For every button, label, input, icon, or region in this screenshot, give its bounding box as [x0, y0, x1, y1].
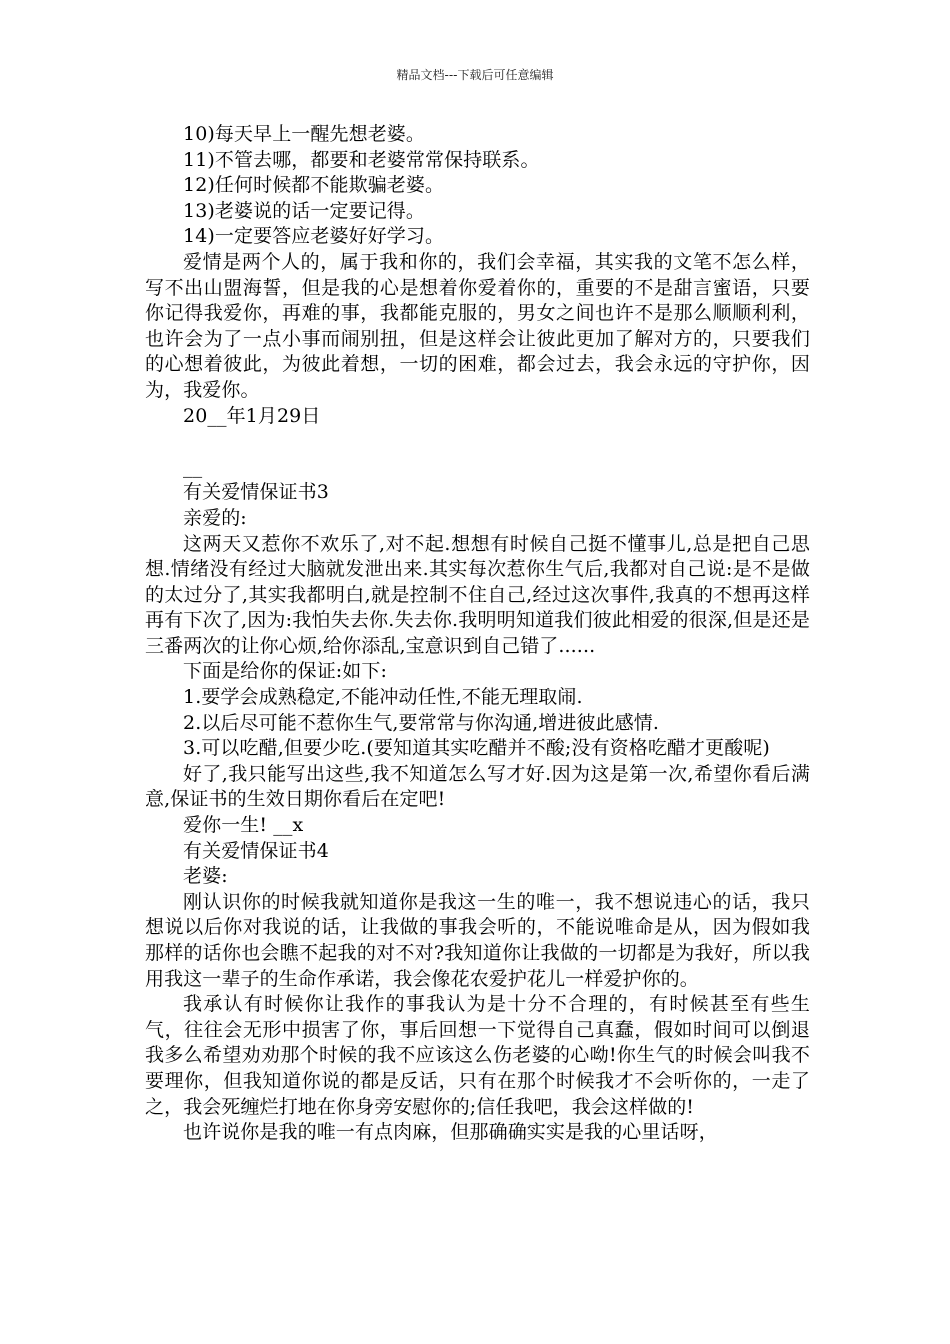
salutation: 老婆:	[183, 865, 228, 888]
list-item-10: 10)每天早上一醒先想老婆。	[183, 123, 425, 145]
salutation: 亲爱的:	[183, 506, 247, 529]
list-item-13: 13)老婆说的话一定要记得。	[183, 199, 425, 222]
list-item-1: 1.要学会成熟稳定,不能冲动任性,不能无理取闹.	[183, 686, 583, 709]
list-intro: 下面是给你的保证:如下:	[183, 660, 388, 683]
list-item-14: 14)一定要答应老婆好好学习。	[183, 225, 445, 248]
list-item-11: 11)不管去哪，都要和老婆常常保持联系。	[183, 148, 540, 171]
date-line: 20__年1月29日	[183, 404, 321, 427]
list-item-3: 3.可以吃醋,但要少吃.(要知道其实吃醋并不酸;没有资格吃醋才更酸呢)	[183, 737, 770, 760]
list-item-12: 12)任何时候都不能欺骗老婆。	[183, 174, 445, 197]
section-title-4: 有关爱情保证书4	[183, 839, 329, 862]
body-paragraph: 刚认识你的时候我就知道你是我这一生的唯一，我不想说违心的话，我只想说以后你对我说的话，让我做的事我会听的，不能说唯命是从，因为假如我那样的话你也会瞧不起我的对不对?我知道你让我做的一切都是为我好，所以我用我这一辈子的生命作承诺，我会像花农爱护花儿一样爱护你的。	[145, 890, 810, 990]
body-paragraph: 我承认有时候你让我作的事我认为是十分不合理的，有时候甚至有些生气，往往会无形中损害了你，事后回想一下觉得自己真蠢，假如时间可以倒退我多么希望劝劝那个时候的我不应该这么伤老婆的心呦!你生气的时候会叫我不要理你，但我知道你说的都是反话，只有在那个时候我才不会听你的，一走了之，我会死缠烂打地在你身旁安慰你的;信任我吧，我会这样做的!	[145, 993, 810, 1118]
body-paragraph: 好了,我只能写出这些,我不知道怎么写才好.因为这是第一次,希望你看后满意,保证书的生效日期你看后在定吧!	[145, 762, 810, 811]
body-paragraph: 这两天又惹你不欢乐了,对不起.想想有时候自己挺不懂事儿,总是把自己思想.情绪没有经过大脑就发泄出来.其实每次惹你生气后,我都对自己说:是不是做的太过分了,其实我都明白,就是控制不住自己,经过这次事件,我真的不想再这样再有下次了,因为:我怕失去你.失去你.我明明知道我们彼此相爱的很深,但是还是三番两次的让你心烦,给你添乱,宝意识到自己错了......	[145, 532, 810, 657]
signature-line: 爱你一生! __x	[183, 814, 304, 837]
document-body	[145, 122, 810, 1146]
underscore-line: __	[183, 455, 203, 478]
body-paragraph: 也许说你是我的唯一有点肉麻，但那确确实实是我的心里话呀，	[183, 1121, 718, 1144]
page-header: 精品文档---下载后可任意编辑	[396, 68, 554, 82]
section-title-3: 有关爱情保证书3	[183, 481, 329, 504]
body-paragraph: 爱情是两个人的，属于我和你的，我们会幸福，其实我的文笔不怎么样，写不出山盟海誓，但是我的心是想着你爱着你的，重要的不是甜言蜜语，只要你记得我爱你，再难的事，我都能克服的，男女之间也许不是那么顺顺利利，也许会为了一点小事而闹别扭，但是这样会让彼此更加了解对方的，只要我们的心想着彼此，为彼此着想，一切的困难，都会过去，我会永远的守护你，因为，我爱你。	[145, 250, 810, 401]
list-item-2: 2.以后尽可能不惹你生气,要常常与你沟通,增进彼此感情.	[183, 711, 660, 734]
blank-line	[145, 429, 810, 455]
